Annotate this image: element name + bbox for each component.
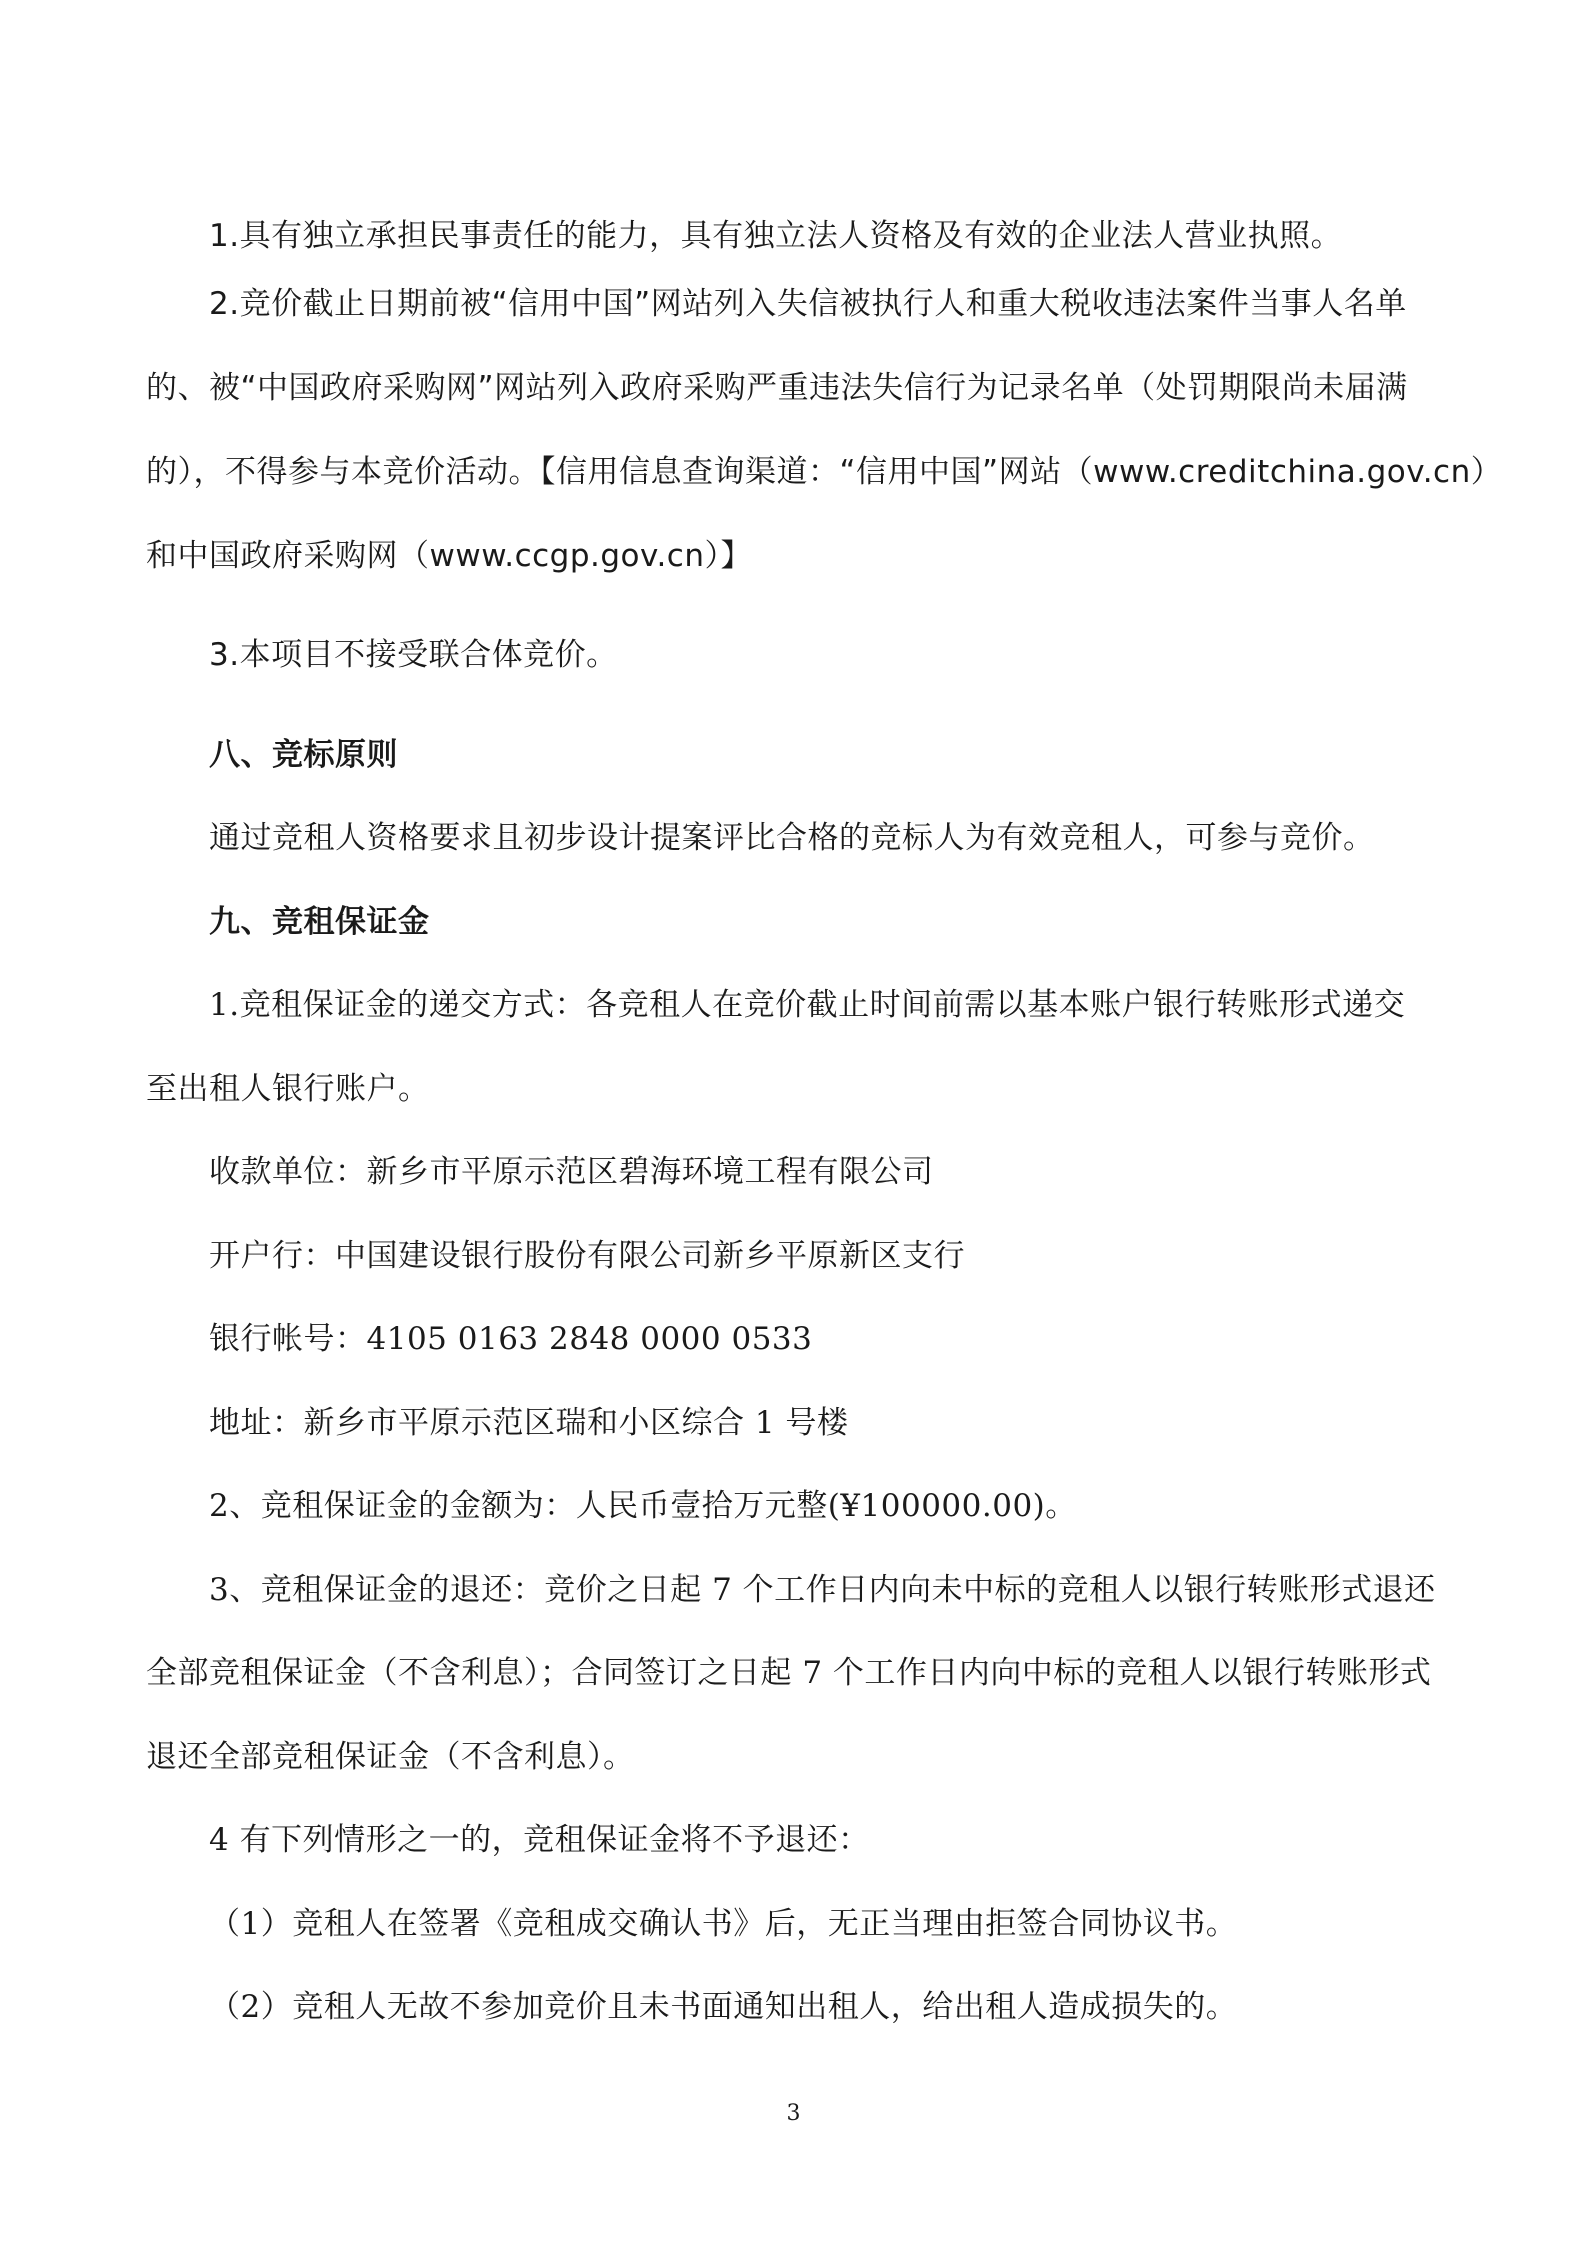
- deposit-refund-line-2: 全部竞租保证金（不含利息）；合同签订之日起 7 个工作日内向中标的竞租人以银行转账形式: [146, 1655, 1432, 1691]
- payee-name: 收款单位：新乡市平原示范区碧海环境工程有限公司: [209, 1154, 934, 1190]
- requirement-1: 1.具有独立承担民事责任的能力，具有独立法人资格及有效的企业法人营业执照。: [209, 218, 1343, 254]
- deposit-method-line-2: 至出租人银行账户。: [146, 1071, 430, 1107]
- payee-address: 地址：新乡市平原示范区瑞和小区综合 1 号楼: [209, 1405, 849, 1441]
- bank-account-number: 银行帐号：4105 0163 2848 0000 0533: [209, 1321, 813, 1357]
- forfeit-condition-2: （2）竞租人无故不参加竞价且未书面通知出租人，给出租人造成损失的。: [209, 1989, 1238, 2025]
- section-8-body: 通过竞租人资格要求且初步设计提案评比合格的竞标人为有效竞租人，可参与竞价。: [209, 820, 1375, 856]
- requirement-3: 3.本项目不接受联合体竞价。: [209, 637, 618, 673]
- deposit-refund-line-3: 退还全部竞租保证金（不含利息）。: [146, 1739, 635, 1775]
- bank-name: 开户行：中国建设银行股份有限公司新乡平原新区支行: [209, 1238, 965, 1274]
- forfeit-conditions-intro: 4 有下列情形之一的，竞租保证金将不予退还：: [209, 1822, 870, 1858]
- requirement-2-line-1: 2.竞价截止日期前被“信用中国”网站列入失信被执行人和重大税收违法案件当事人名单: [209, 286, 1407, 322]
- forfeit-condition-1: （1）竞租人在签署《竞租成交确认书》后，无正当理由拒签合同协议书。: [209, 1906, 1238, 1942]
- requirement-2-line-3: 的），不得参与本竞价活动。【信用信息查询渠道：“信用中国”网站（www.creditchina.gov.cn）: [146, 454, 1503, 490]
- deposit-refund-line-1: 3、竞租保证金的退还：竞价之日起 7 个工作日内向未中标的竞租人以银行转账形式退还: [209, 1572, 1436, 1608]
- deposit-amount: 2、竞租保证金的金额为：人民币壹拾万元整(¥100000.00)。: [209, 1488, 1077, 1524]
- deposit-method-line-1: 1.竞租保证金的递交方式：各竞租人在竞价截止时间前需以基本账户银行转账形式递交: [209, 987, 1406, 1023]
- requirement-2-line-4: 和中国政府采购网（www.ccgp.gov.cn）】: [146, 538, 752, 574]
- page-number: 3: [786, 2101, 801, 2126]
- section-9-heading: 九、竞租保证金: [209, 904, 430, 940]
- section-8-heading: 八、竞标原则: [209, 737, 398, 773]
- requirement-2-line-2: 的、被“中国政府采购网”网站列入政府采购严重违法失信行为记录名单（处罚期限尚未届满: [146, 370, 1408, 406]
